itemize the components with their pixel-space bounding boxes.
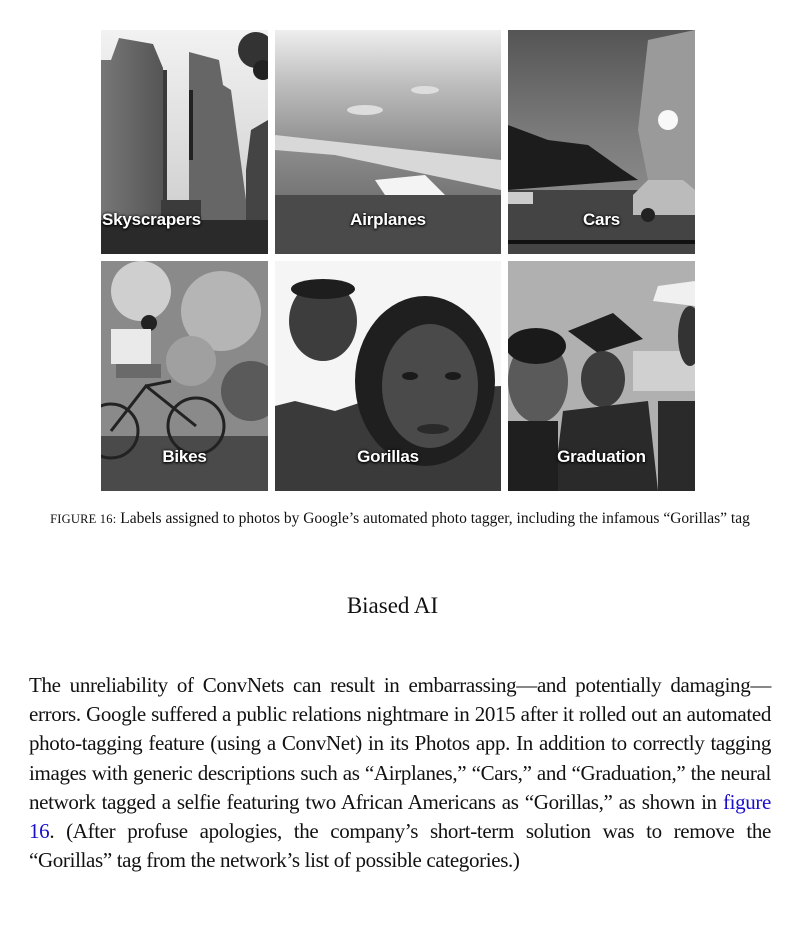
figure-number: FIGURE 16:: [50, 512, 117, 526]
figure-caption: [30, 508, 770, 530]
photo-tile-airplanes: [275, 30, 501, 254]
photo-tile-bikes: [101, 261, 268, 491]
figure-caption-text: Labels assigned to photos by Google’s automated photo tagger, including the infamous “Gorillas” tag: [116, 510, 750, 527]
photo-tile-cars: [508, 30, 695, 254]
tile-label-gorillas: Gorillas: [357, 447, 419, 466]
paragraph-text-part2: . (After profuse apologies, the company’s short-term solution was to remove the “Gorillas” tag from the network’s list of possible categories.): [29, 819, 771, 873]
paragraph-text-part1: The unreliability of ConvNets can result in embarrassing—and potentially damaging—errors. Google suffered a public relations nightmare in 2015 after it rolled out an automated photo-tagging feature (using a ConvNet) in its Photos app. In addition to correctly tagging images with generic descriptions such as “Airplanes,” “Cars,” and “Graduation,” the neural network tagged a selfie featuring two African Americans as “Gorillas,” as shown in: [29, 673, 771, 814]
figure-16-link[interactable]: figure 16: [29, 789, 771, 844]
tile-label-bikes: Bikes: [162, 447, 207, 466]
tile-label-airplanes: Airplanes: [350, 210, 426, 229]
tile-label-cars: Cars: [582, 210, 620, 229]
tile-label-skyscrapers: Skyscrapers: [102, 210, 201, 229]
photo-tile-graduation: [508, 261, 695, 491]
section-heading: Biased AI: [346, 593, 439, 618]
photo-tile-gorillas: [275, 261, 501, 491]
photo-tile-skyscrapers: [101, 30, 268, 254]
tile-label-graduation: Graduation: [557, 447, 646, 466]
body-paragraph: [29, 671, 771, 875]
